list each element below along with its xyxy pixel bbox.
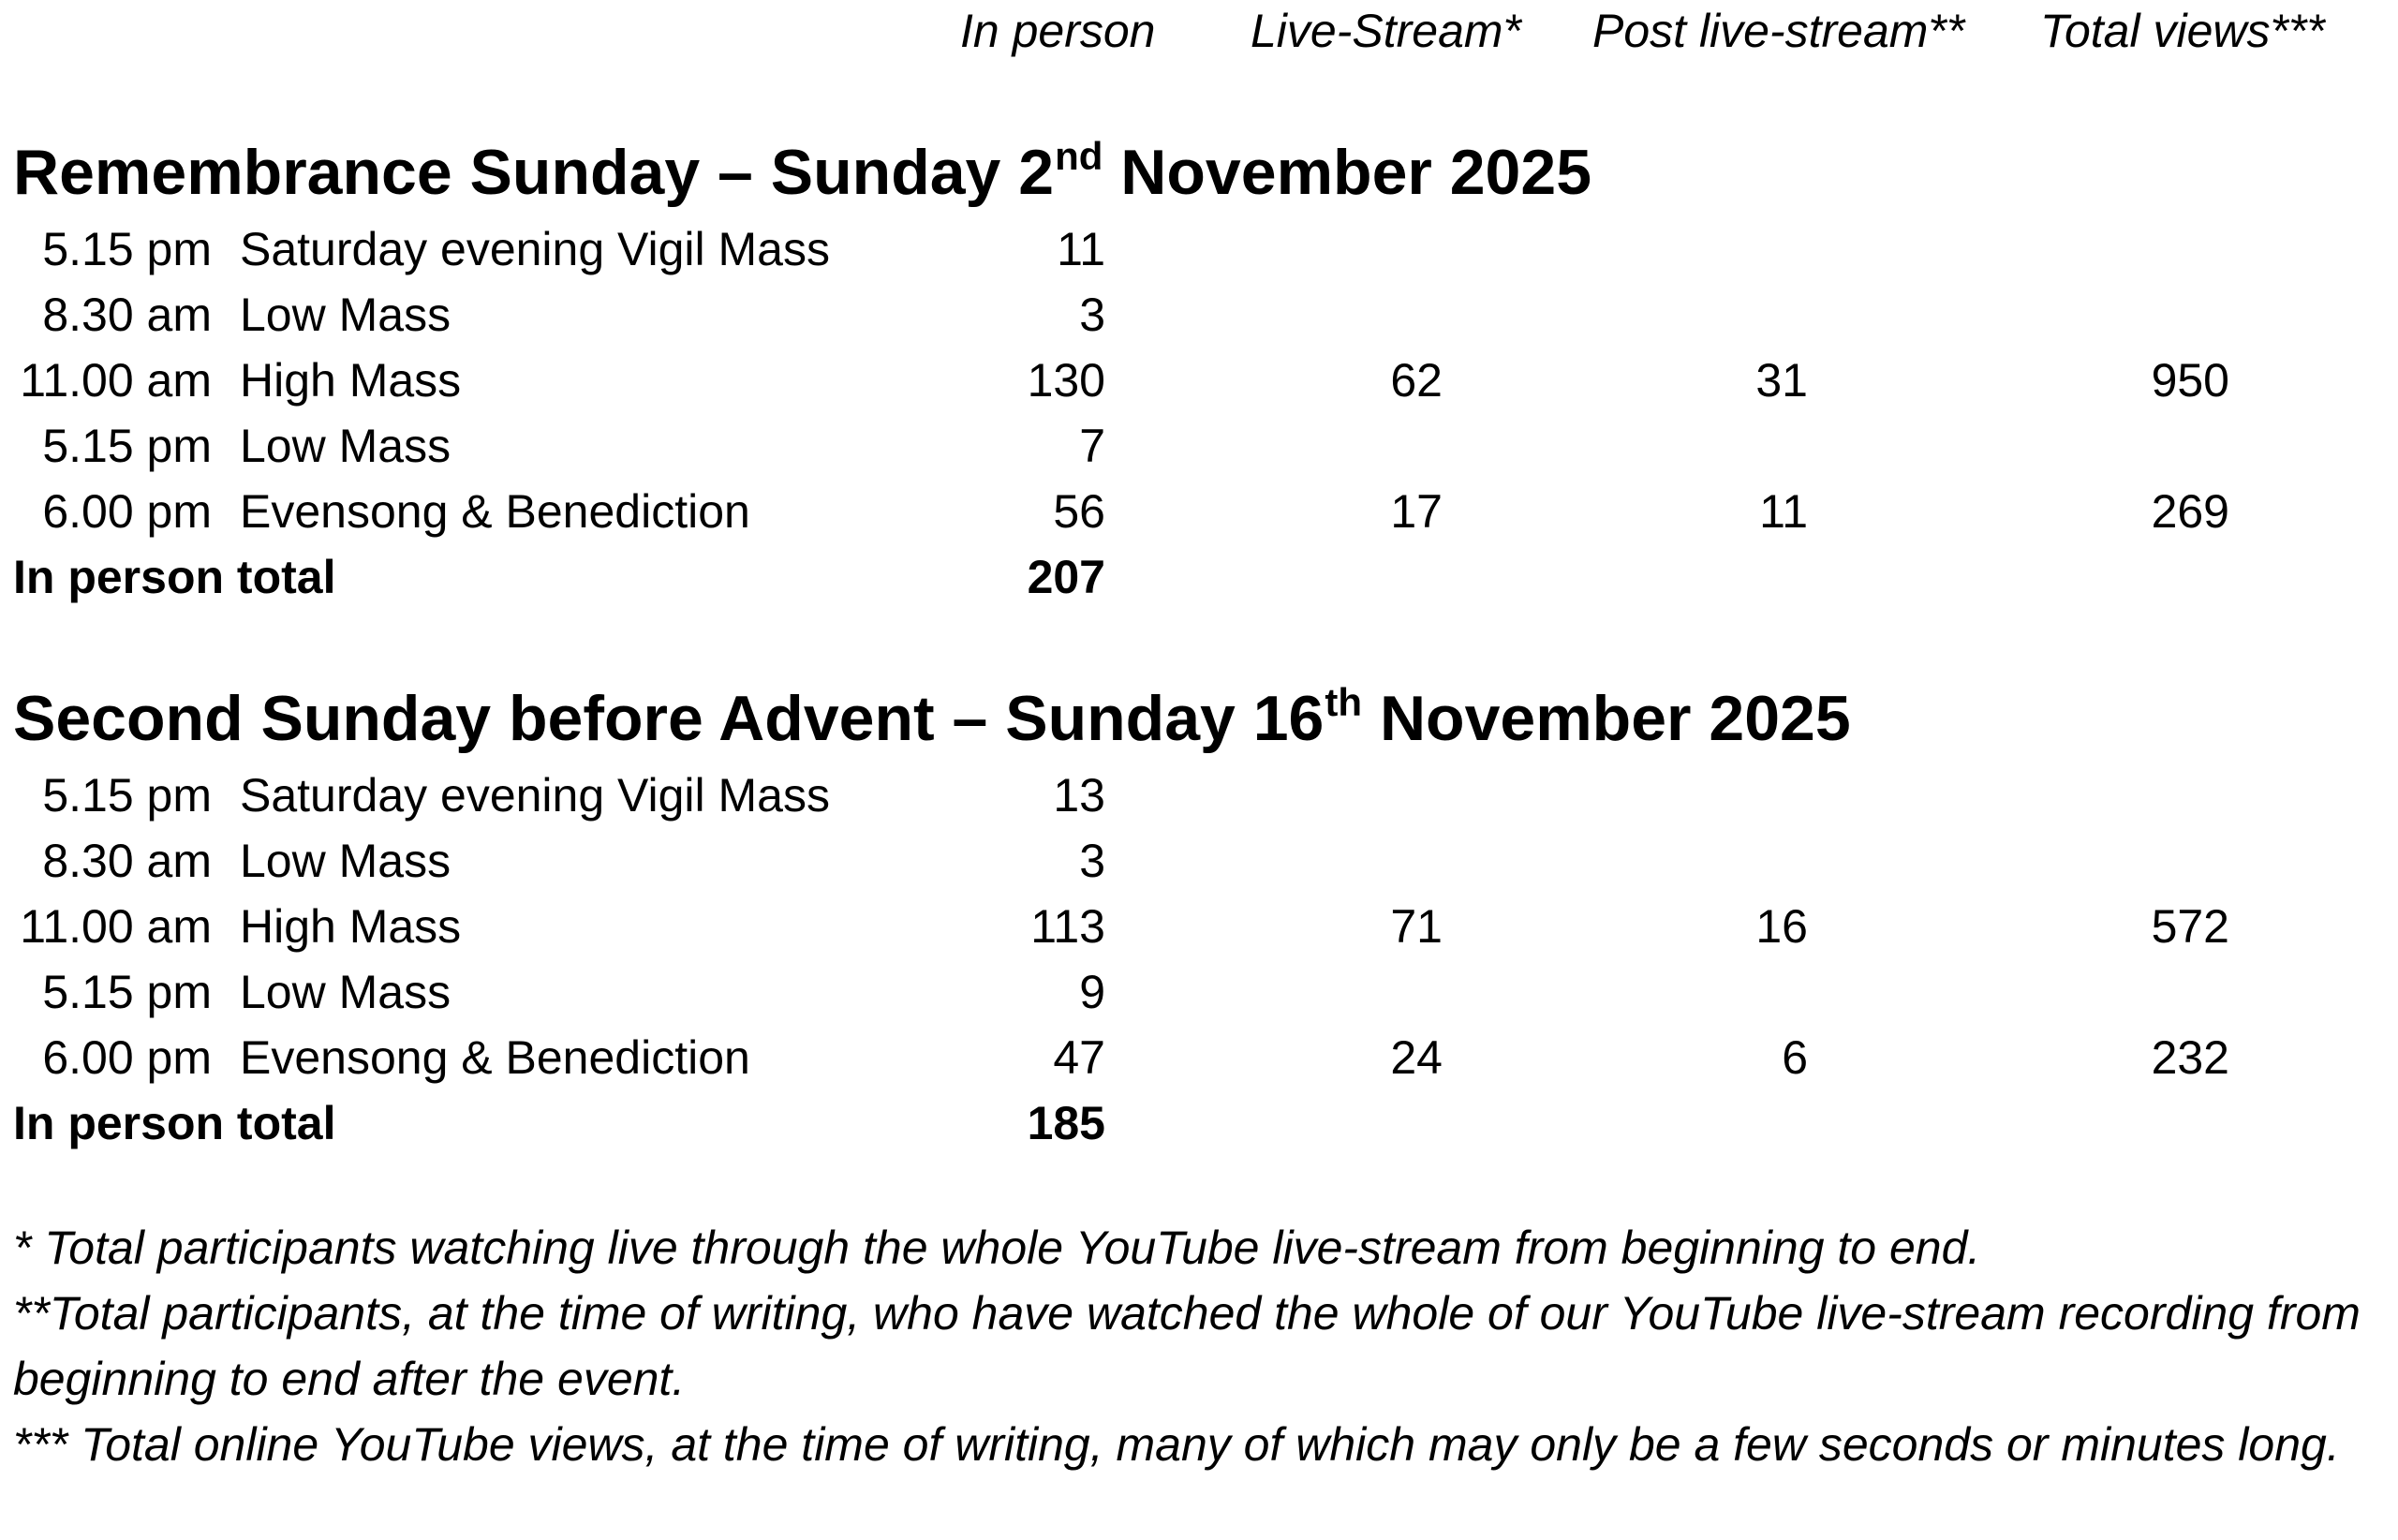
service-name: Evensong & Benediction: [240, 485, 750, 538]
in-person-total-row: [0, 546, 2398, 612]
column-header-in-person: In person: [960, 5, 1156, 57]
in-person-total-label: In person total: [13, 1097, 336, 1149]
post-live-stream-count: 6: [1782, 1031, 1808, 1084]
table-row: [0, 415, 2398, 481]
in-person-count: 3: [1079, 835, 1105, 887]
service-time: 11.00 am: [20, 354, 212, 407]
total-views-count: 572: [2151, 900, 2229, 953]
table-row: [0, 284, 2398, 349]
service-name: Saturday evening Vigil Mass: [240, 223, 830, 275]
service-name: Evensong & Benediction: [240, 1031, 750, 1084]
table-row: [0, 961, 2398, 1027]
service-name: Low Mass: [240, 420, 451, 472]
table-row: [0, 218, 2398, 284]
in-person-count: 11: [1057, 223, 1105, 275]
live-stream-count: 62: [1390, 354, 1443, 407]
service-time: 5.15 pm: [42, 966, 212, 1018]
in-person-count: 130: [1027, 354, 1105, 407]
service-time: 5.15 pm: [42, 769, 212, 822]
footnote-total-views: *** Total online YouTube views, at the time of writing, many of which may only be a few seconds or minutes long.: [13, 1418, 2340, 1471]
post-live-stream-count: 11: [1759, 485, 1808, 538]
service-time: 5.15 pm: [42, 420, 212, 472]
section-title-remembrance-sunday: Remembrance Sunday – Sunday 2nd November 2025: [13, 134, 1592, 208]
service-name: High Mass: [240, 900, 462, 953]
in-person-count: 7: [1079, 420, 1105, 472]
total-views-count: 269: [2151, 485, 2229, 538]
section-title-second-sunday-before-advent: Second Sunday before Advent – Sunday 16th November 2025: [13, 680, 1851, 754]
service-name: High Mass: [240, 354, 462, 407]
in-person-count: 56: [1053, 485, 1105, 538]
service-time: 8.30 am: [42, 289, 212, 341]
post-live-stream-count: 31: [1755, 354, 1808, 407]
service-time: 6.00 pm: [42, 1031, 212, 1084]
in-person-total-row: [0, 1092, 2398, 1158]
in-person-total-value: 185: [1027, 1097, 1105, 1149]
footnote-post-live-stream: **Total participants, at the time of writing, who have watched the whole of our YouTube live-stream recording from beginning to end after the event.: [13, 1287, 2361, 1405]
column-header-total-views: Total views***: [2040, 5, 2325, 57]
total-views-count: 232: [2151, 1031, 2229, 1084]
in-person-count: 3: [1079, 289, 1105, 341]
post-live-stream-count: 16: [1755, 900, 1808, 953]
service-name: Low Mass: [240, 835, 451, 887]
in-person-total-label: In person total: [13, 551, 336, 603]
service-time: 5.15 pm: [42, 223, 212, 275]
in-person-count: 47: [1053, 1031, 1105, 1084]
service-name: Low Mass: [240, 966, 451, 1018]
column-header-post-live-stream: Post live-stream**: [1592, 5, 1965, 57]
table-row: [0, 830, 2398, 896]
service-name: Saturday evening Vigil Mass: [240, 769, 830, 822]
table-row: [0, 896, 2398, 961]
table-row: [0, 481, 2398, 546]
column-header-live-stream: Live-Stream*: [1251, 5, 1521, 57]
live-stream-count: 24: [1390, 1031, 1443, 1084]
in-person-total-value: 207: [1027, 551, 1105, 603]
in-person-count: 9: [1079, 966, 1105, 1018]
table-row: [0, 349, 2398, 415]
total-views-count: 950: [2151, 354, 2229, 407]
live-stream-count: 17: [1390, 485, 1443, 538]
live-stream-count: 71: [1390, 900, 1443, 953]
table-row: [0, 1027, 2398, 1092]
footnote-live-stream: * Total participants watching live through the whole YouTube live-stream from beginning to end.: [13, 1222, 1981, 1274]
in-person-count: 13: [1053, 769, 1105, 822]
service-time: 11.00 am: [20, 900, 212, 953]
service-name: Low Mass: [240, 289, 451, 341]
service-time: 8.30 am: [42, 835, 212, 887]
footnotes: [13, 1215, 2392, 1477]
service-time: 6.00 pm: [42, 485, 212, 538]
table-row: [0, 764, 2398, 830]
in-person-count: 113: [1030, 900, 1105, 953]
